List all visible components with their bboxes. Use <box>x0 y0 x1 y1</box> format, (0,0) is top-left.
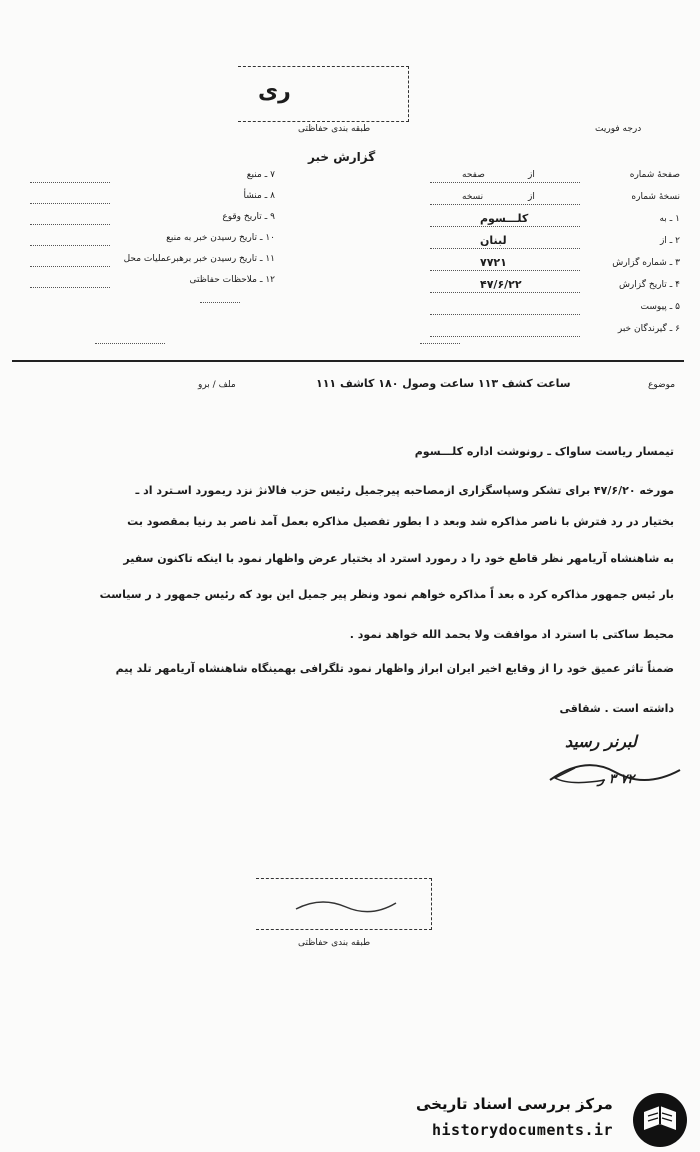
right-field-dotline <box>430 336 580 337</box>
left-extra-dotline-2 <box>95 343 165 344</box>
left-field-label: ۱۱ ـ تاریخ رسیدن خبر برهبرعملیات محل <box>123 254 275 264</box>
body-line: داشته است . شقاقی <box>559 702 674 715</box>
body-line: بار ئیس جمهور مذاکره کرد ه بعد اً مذاکره خواهم نمود ونظر پیر جمیل این بود که رئیس جمهور د ر سیاست <box>99 588 674 601</box>
right-field-mid: از <box>528 170 535 180</box>
right-field-row <box>400 168 680 188</box>
right-field-value: ۷۷۲۱ <box>480 256 507 269</box>
header-divider <box>12 360 684 362</box>
right-extra-dotline <box>420 343 460 344</box>
left-field-dotline <box>30 287 110 288</box>
right-field-row <box>400 300 680 320</box>
right-field-label: صفحهٔ شماره <box>629 170 680 180</box>
right-field-label: نسخهٔ شماره <box>631 192 680 202</box>
right-field-value: ۴۷/۶/۲۲ <box>480 278 522 291</box>
right-field-dotline <box>430 182 580 183</box>
bottom-classification-stamp <box>256 878 432 930</box>
right-field-label: ۶ ـ گیرندگان خبر <box>617 324 680 334</box>
top-classification-label: طبقه بندی حفاظتی <box>298 124 371 134</box>
report-title: گزارش خبر <box>308 150 376 164</box>
left-field-row <box>30 273 275 293</box>
left-field-row <box>30 168 275 188</box>
left-field-dotline <box>30 224 110 225</box>
left-field-label: ۹ ـ تاریخ وقوع <box>222 212 275 222</box>
right-field-row <box>400 278 680 298</box>
left-field-row <box>30 231 275 251</box>
signature-code: ۷۲ ۳ ر <box>598 772 635 787</box>
watermark-url: historydocuments.ir <box>432 1121 614 1139</box>
body-line: تیمسار ریاست ساواک ـ رونوشت اداره کلـــسوم <box>414 445 674 458</box>
left-field-label: ۷ ـ منبع <box>246 170 275 180</box>
subject-right: ملف / برو <box>198 380 236 390</box>
subject-text: ساعت کشف ۱۱۳ ساعت وصول ۱۸۰ کاشف ۱۱۱ <box>316 377 571 390</box>
left-field-row <box>30 189 275 209</box>
left-field-label: ۱۰ ـ تاریخ رسیدن خبر به منبع <box>166 233 275 243</box>
left-field-row <box>30 210 275 230</box>
subject-label: موضوع <box>648 380 676 390</box>
right-field-label: ۴ ـ تاریخ گزارش <box>618 280 680 290</box>
body-line: بختیار در رد فترش با ناصر مذاکره شد وبعد د ا بطور تفصیل مذاکره بعمل آمد ناصر بد رنیا بمقصود بت <box>127 515 674 528</box>
bottom-stamp-scribble <box>291 891 401 919</box>
body-line: به شاهنشاه آریامهر نظر قاطع خود را د رمورد استرد اد بختیار عرض واظهار نمود با اینکه تاکنون سفیر <box>123 552 674 565</box>
right-field-row <box>400 190 680 210</box>
right-field-row <box>400 256 680 276</box>
right-field-end: صفحه <box>462 170 485 180</box>
left-field-dotline <box>30 266 110 267</box>
right-field-row <box>400 234 680 254</box>
body-line: ضمناً تاثر عمیق خود را از وقایع اخیر ایران ابراز واظهار نمود تلگرافی بهمینگاه شاهنشاه آریامهر تلد پیم <box>115 662 674 675</box>
right-field-value: لبنان <box>480 234 507 247</box>
watermark-org-name: مرکز بررسی اسناد تاریخی <box>416 1095 613 1113</box>
left-field-row <box>30 252 275 272</box>
watermark-logo-icon <box>630 1090 690 1150</box>
right-field-label: ۲ ـ از <box>659 236 680 246</box>
right-field-dotline <box>430 248 580 249</box>
top-classification-stamp <box>238 66 409 122</box>
top-stamp-text: ری <box>258 79 291 104</box>
right-field-dotline <box>430 226 580 227</box>
urgency-label: درجه فوریت <box>595 124 642 134</box>
left-field-dotline <box>30 182 110 183</box>
left-extra-dotline <box>200 302 240 303</box>
body-line: مورخه ۴۷/۶/۲۰ برای تشکر وسپاسگزاری ازمصاحبه پیرجمیل رئیس حزب فالانژ نزد ریمورد اسـترد اد ـ <box>135 484 674 497</box>
right-field-label: ۱ ـ به <box>659 214 680 224</box>
right-field-dotline <box>430 204 580 205</box>
left-field-dotline <box>30 203 110 204</box>
right-field-dotline <box>430 292 580 293</box>
body-line: محیط ساکتی با استرد اد موافقت ولا بحمد الله خواهد نمود . <box>349 628 674 641</box>
bottom-classification-label: طبقه بندی حفاظتی <box>298 938 371 948</box>
left-field-label: ۸ ـ منشأ <box>243 191 275 201</box>
left-field-dotline <box>30 245 110 246</box>
right-field-label: ۵ ـ پیوست <box>640 302 680 312</box>
left-field-label: ۱۲ ـ ملاحظات حفاظتی <box>189 275 275 285</box>
right-field-mid: از <box>528 192 535 202</box>
right-field-row <box>400 212 680 232</box>
right-field-row <box>400 322 680 342</box>
right-field-dotline <box>430 314 580 315</box>
right-field-dotline <box>430 270 580 271</box>
handwritten-signature: لبرنر رسید <box>565 732 637 751</box>
right-field-value: کلـــسوم <box>480 212 529 225</box>
right-field-label: ۳ ـ شماره گزارش <box>612 258 680 268</box>
right-field-end: نسخه <box>462 192 484 202</box>
